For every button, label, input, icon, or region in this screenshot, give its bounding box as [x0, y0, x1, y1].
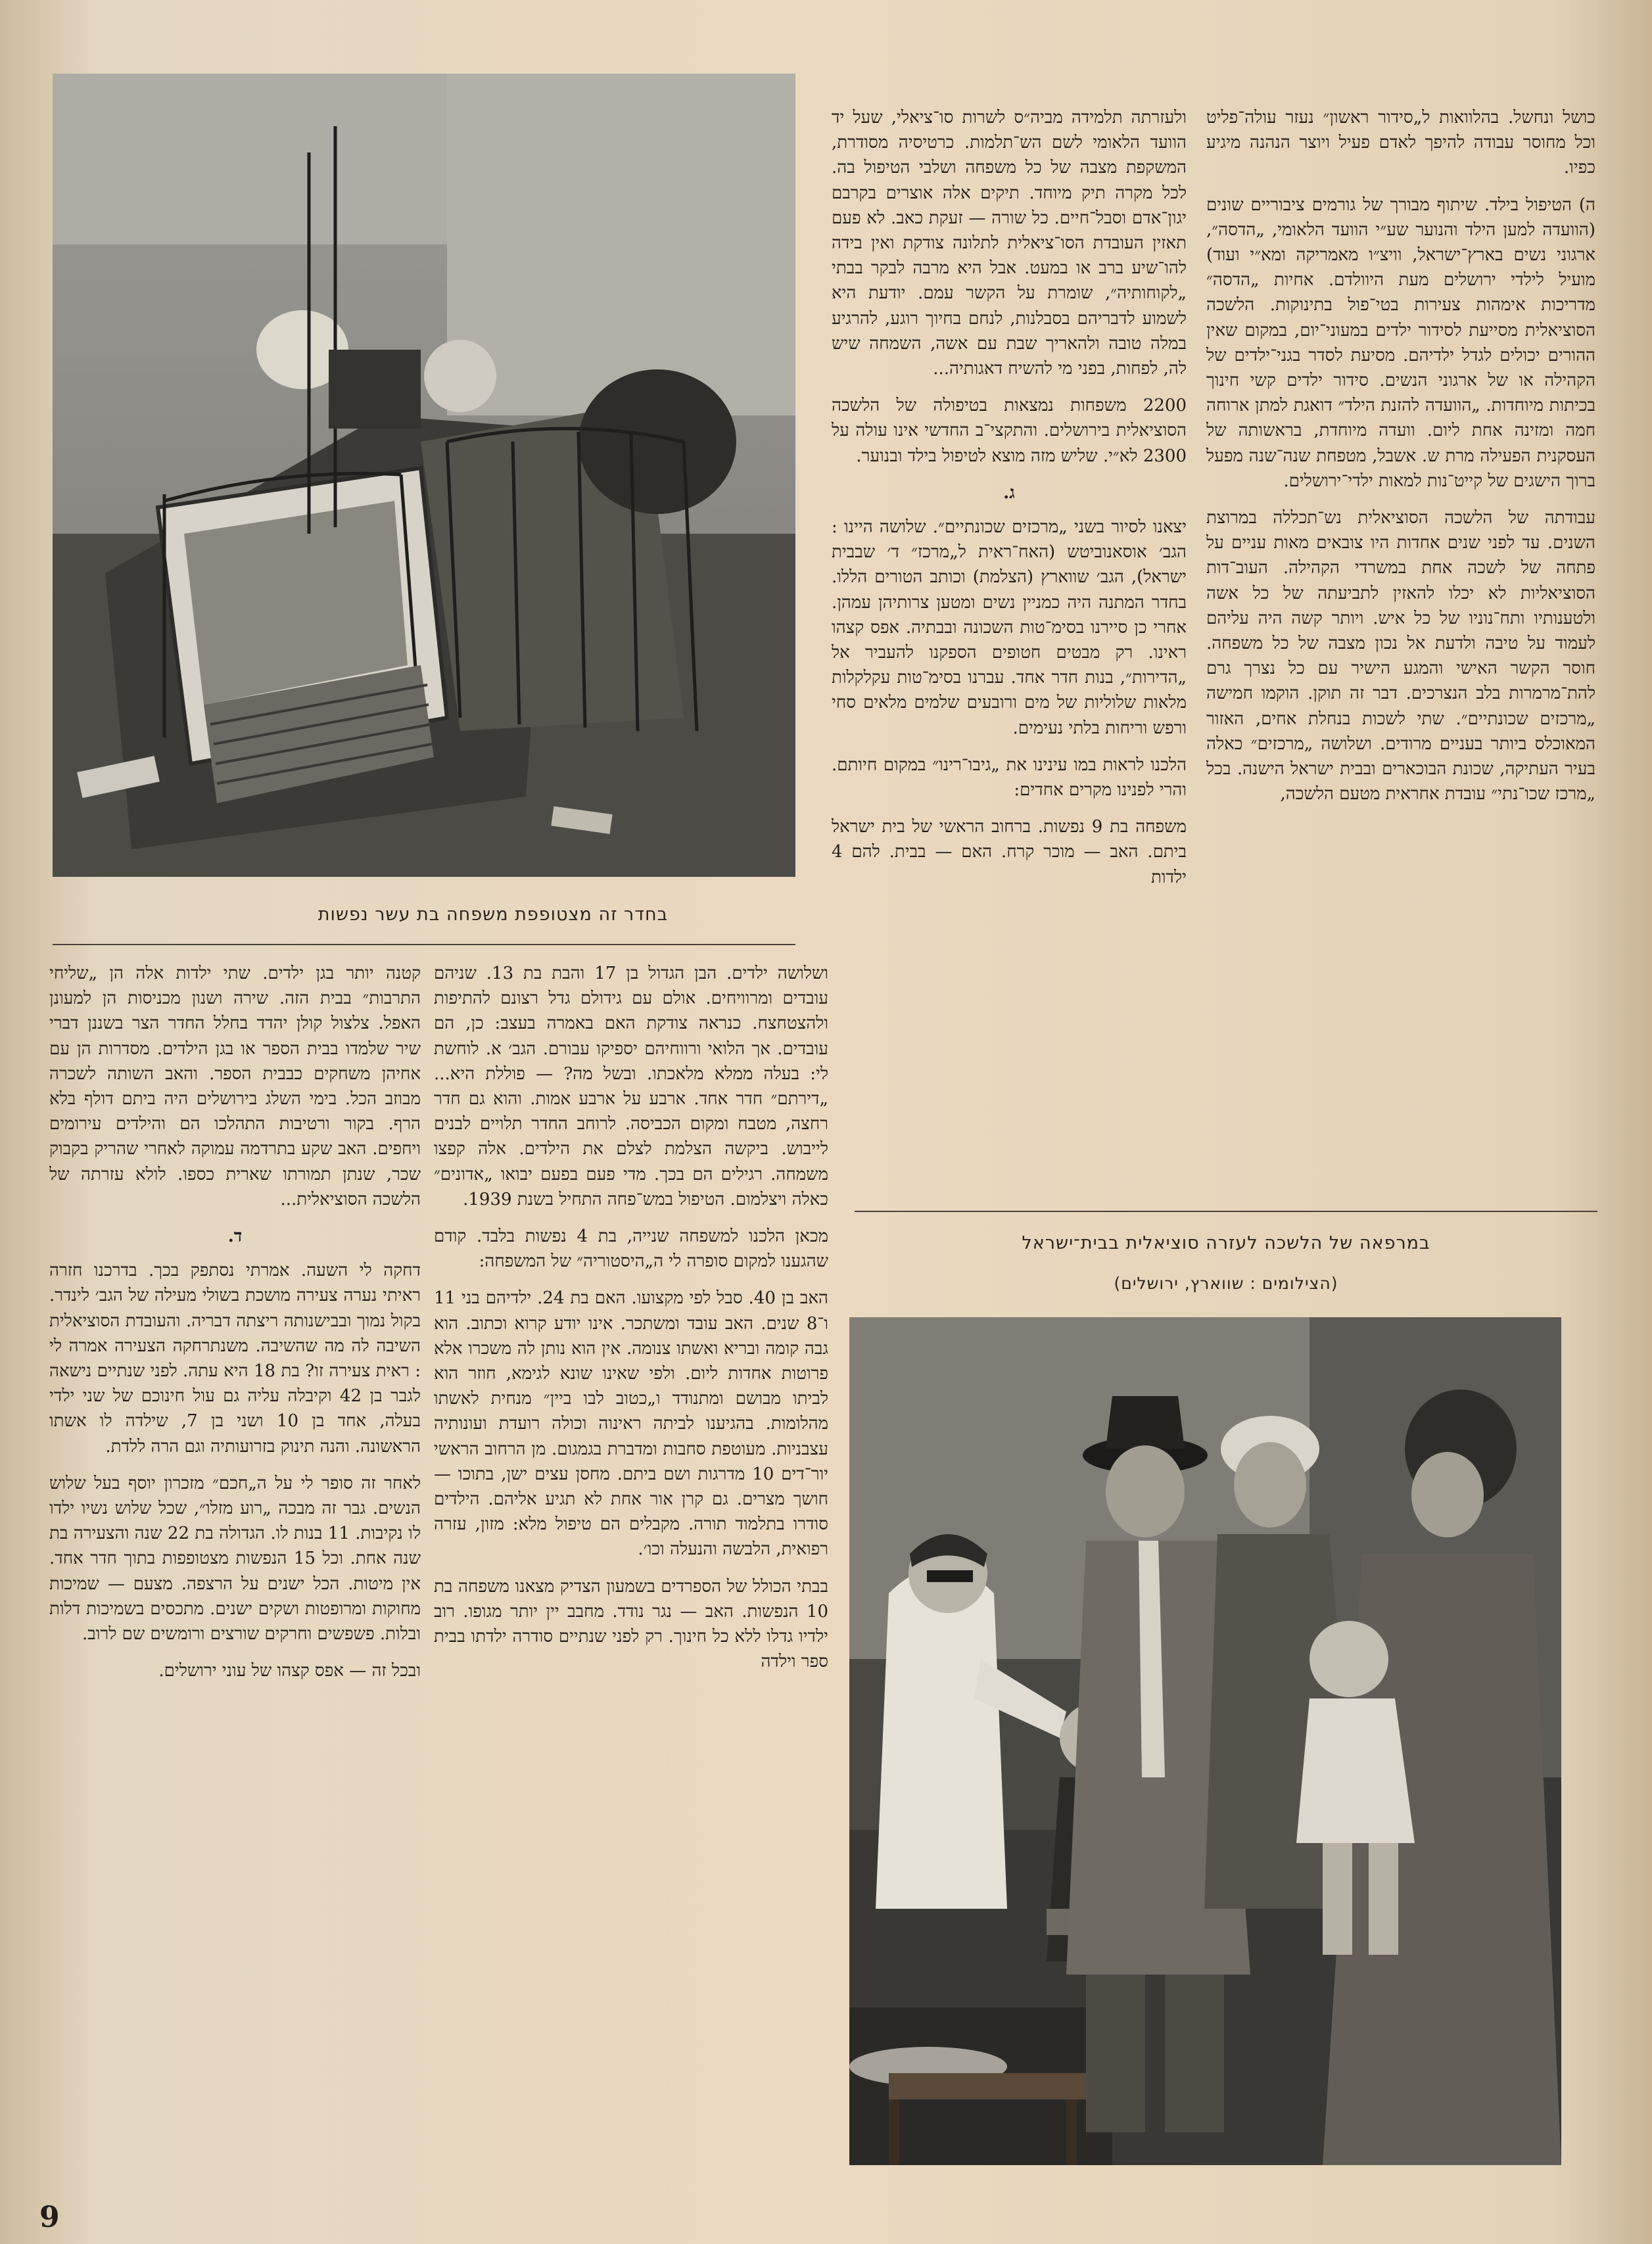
paragraph: ושלושה ילדים. הבן הגדול בן 17 והבת בת 13. שניהם עובדים ומרוויחים. אולם עם גידולם גדל רצונם להתיפות ולהצטחצח. כנראה צודקת האם באמרה בעצב: כן, הם עובדים. אך הלואי ורווחיהם יספיקו עבורם. הגב׳ א. לוחשת לי: בעלה ממלא מלאכתו. ובשל מה? — פוללת היא... „דירתם״ חדר אחד. ארבע על ארבע אמות. והוא גם חדר רחצה, מטבח ומקום הכביסה. לרוחב החדר תלויים לבנים לייבוש. ביקשה הצלמת לצלם את הילדים. אלה קפצו משמחה. רגילים הם בכך. מדי פעם בפעם יבואו „אדונים״ כאלה ויצלמום. הטיפול במש־פחה התחיל בשנת 1939.: [434, 964, 828, 1209]
section-heading: ג.: [1003, 482, 1015, 503]
photo-top-caption: בחדר זה מצטופפת משפחה בת עשר נפשות: [318, 904, 669, 925]
photo-bottom-credit: (הצילומים : שווארץ, ירושלים): [1114, 1274, 1338, 1293]
paragraph: מכאן הלכנו למשפחה שנייה, בת 4 נפשות בלבד. קודם שהגענו למקום סופרה לי ה„היסטוריה״ של המשפחה:: [434, 1227, 828, 1272]
paragraph: 2200 משפחות נמצאות בטיפולה של הלשכה הסוציאלית בירושלים. והתקצי־ב החדשי אינו עולה על 2300 לא״י. שליש מזה מוצא לטיפול בילד ובנוער.: [832, 396, 1187, 466]
photo-crowded-room: [53, 74, 795, 877]
column-bottom-left: [49, 961, 421, 2164]
paragraph: דחקה לי השעה. אמרתי נסתפק בכך. בדרכנו חזרה ראיתי נערה צעירה מושכת בשולי מעילה של הגב׳ לינדר. בקול נמוך ובבישנותה ריצתה דבריה. והעובדת הסוציאלית השיבה לה מה שהשיבה. משנתרחקה הצעירה אמרה לי : ראית צעירה זו? בת 18 היא עתה. לפני שנתיים נישאה לגבר בן 42 וקיבלה עליה גם עול חינוכם של שני ילדי בעלה, אחד בן 10 ושני בן 7, שילדה לו אשתו הראשונה. והנה תינוק בזרועותיה וגם הרה ללדת.: [49, 1261, 421, 1457]
paragraph: קטנה יותר בגן ילדים. שתי ילדות אלה הן „שליחי התרבות״ בבית הזה. שירה ושנון מכניסות הן למעונן האפל. צלצול קולן יהדד בחלל החדר הצר בשננן דברי שיר שלמדו בבית הספר או בגן הילדים. מסדרות הן עם אחיהן משחקים כבבית הספר. והאב השותה לשכרה מבוזב הכל. בימי השלג בירושלים היה ביתם דולף בלא הרף. בקור ורטיבות התהלכו הם והילדים עירומים ויחפים. האב שקע בתרדמה עמוקה לאחרי שהריק בקבוק שכר, שנתן תמורתו שארית כספו. לולא עזרתה של הלשכה הסוציאלית...: [49, 964, 421, 1209]
paragraph: יצאנו לסיור בשני „מרכזים שכונתיים״. שלושה היינו : הגב׳ אוסאנוביטש (האח־ראית ל„מרכז״ ד׳ שבבית ישראל), הגב׳ שווארץ (הצלמת) וכותב הטורים הללו. בחדר המתנה היה כמניין נשים ומטען צרותיהן עמהן. אחרי כן סיירנו בסימ־טות השכונה ובבתיה. אפס קצהו ראינו. רק מבטים חטופים הספקנו להעביר אל „הדירות״, בנות חדר אחד. עברנו בסימ־טות עקלקלות מלאות שלוליות של מים ורובעים שלמים מלאים סחי ורפש וריחות בלתי נעימים.: [832, 517, 1187, 738]
paragraph: משפחה בת 9 נפשות. ברחוב הראשי של בית ישראל ביתם. האב — מוכר קרח. האם — בבית. להם 4 ילדות: [832, 817, 1187, 887]
paragraph: ולעזרתה תלמידה מביה״ס לשרות סו־ציאלי, שעל יד הוועד הלאומי לשם הש־תלמות. כרטיסיה מסודרת, המשקפת מצבה של כל משפחה ושלבי הטיפול בה. לכל מקרה תיק מיוחד. תיקים אלה אוצרים בקרבם יגון־אדם וסבל־חיים. כל שורה — זעקת כאב. לא פעם תאזין העובדת הסו־ציאלית לתלונה צודקת ואין בידה להו־שיע ברב או במעט. אבל היא מרבה לבקר בבתי „לקוחותיה״, שומרת על הקשר עמם. יודעת היא לשמוע לדבריהם בסבלנות, לנחם בחיוך רוגע, להרגיע במלה טובה ולהאריך שבת עם אשה, השמחה שיש לה, לפחות, בפני מי להשיח דאגותיה...: [832, 108, 1187, 379]
paragraph: כושל ונחשל. בהלוואות ל„סידור ראשון״ נעזר עולה־פליט וכל מחוסר עבודה להיפך לאדם פעיל ויוצר הנהנה מיגיע כפיו.: [1206, 108, 1595, 178]
section-heading: ד.: [227, 1227, 243, 1247]
paragraph: לאחר זה סופר לי על ה„חכם״ מזכרון יוסף בעל שלוש הנשים. גבר זה מבכה „רוע מזלו״, שכל שלוש נשיו ילדו לו נקיבות. 11 בנות לו. הגדולה בת 22 שנה והצעירה בת שנה אחת. וכל 15 הנפשות מצטופפות בתוך חדר אחד. אין מיטות. הכל ישנים על הרצפה. מצעם — שמיכות מחוקות ומרופטות ושקים ישנים. מתכסים בשמיכות דלות ובלות. פשפשים וחרקים שורצים ורומשים שם לרוב.: [49, 1473, 421, 1645]
caption-rule-top: [53, 944, 795, 945]
paragraph: האב בן 40. סבל לפי מקצועו. האם בת 24. ילדיהם בני 11 ו־8 שנים. האב עובד ומשתכר. אינו יודע קרוא וכתוב. הוא גבה קומה ובריא ואשתו צנומה. אין הוא נותן לה משכרו אלא פרוטות אחדות ליום. ולפי שאינו שונא לגימא, חוזר הוא לביתו מבושם ומתנודד ו„כטוב לבו ביין״ מנחית לאשתו מהלומות. בהגיענו לביתה ראינוה וכולה רועדת ועונותיה עצבניות. מעוטפת סחבות ומדברת בגמגום. מן הרחוב הראשי יור־דים 10 מדרגות ושם ביתם. מחסן עצים ישן, בתוכו — חושך מצרים. גם קרן אור אחת לא תגיע אליהם. הילדים סודרו בתלמוד תורה. מקבלים הם טיפול מלא: מזון, עזרה רפואית, הלבשה והנעלה וכו׳.: [434, 1288, 828, 1560]
paragraph: הלכנו לראות במו עינינו את „גיבו־רינו״ במקום חיותם. והרי לפנינו מקרים אחדים:: [832, 755, 1187, 801]
crowded-room-image: [53, 74, 795, 877]
clinic-image: [849, 1317, 1561, 2165]
column-top-middle: [832, 105, 1187, 1183]
paragraph: ה) הטיפול בילד. שיתוף מבורך של גורמים ציבוריים שונים (הוועדה למען הילד והנוער שע״י הוועד הלאומי, „הדסה״, ארגוני נשים בארץ־ישראל, וויצ״ו מאמריקה ומא״י ועוד) מועיל לילדי ירושלים מעת היוולדם. אחיות „הדסה״ מדריכות אימהות צעירות בטי־פול בתינוקות. הלשכה הסוציאלית מסייעת לסידור ילדים במעוני־יום, במקום שאין ההורים יכולים לגדל ילדיהם. מסיעת לסדר בגני־ילדים של הקהילה או של ארגוני הנשים. סידור ילדים קשי חינוך בכיתות מיוחדות. „הוועדה להזנת הילד״ דואגת למתן ארוחה חמה ומזינה אחת ליום. וועדה מיוחדת, בראשותה של העסקנית הפעילה מרת ש. אשבל, מטפחת שנה־שנה מפעל ברוך הישגים של קייט־נות למאות ילדי־ירושלים.: [1206, 195, 1595, 491]
caption-rule-bottom: [855, 1211, 1597, 1212]
page-number: 9: [39, 2201, 60, 2234]
photo-clinic: [849, 1317, 1561, 2165]
photo-bottom-caption: במרפאה של הלשכה לעזרה סוציאלית בבית־ישראל: [1022, 1233, 1430, 1253]
paragraph: בבתי הכולל של הספרדים בשמעון הצדיק מצאנו משפחה בת 10 הנפשות. האב — נגר נודד. מחבב יין יותר מגופו. רוב ילדיו גדלו ללא כל חינוך. רק לפני שנתיים סודרה ילדתו בבית ספר וילדה: [434, 1576, 828, 1672]
column-bottom-right: [434, 961, 828, 2164]
paragraph: עבודתה של הלשכה הסוציאלית נש־תכללה במרוצת השנים. עד לפני שנים אחדות היו צובאים מאות עניים על פתחה של לשכה אחת במשרדי הקהילה. העוב־דות הסוציאליות לא יכלו להאזין לתביעתה של כל אשה ולטענותיו ותח־נוניו של כל איש. ויותר קשה היה עליהם לעמוד על טיבה ולדעת אל נכון מצבה של כל משפחה. חוסר הקשר האישי והמגע הישיר עם כל נצרך גרם להת־מרמרות בלב הנצרכים. דבר זה תוקן. הוקמו חמישה „מרכזים שכונתיים״. שתי לשכות בנחלת אחים, האזור המאוכלס ביותר בעניים מרודים. ושלושה „מרכזים״ כאלה בעיר העתיקה, שכונת הבוכארים ובבית ישראל הישנה. בכל „מרכז שכו־נתי״ עובדת אחראית מטעם הלשכה,: [1206, 508, 1595, 805]
column-top-right: [1206, 105, 1595, 1183]
paragraph: ובכל זה — אפס קצהו של עוני ירושלים.: [158, 1661, 421, 1681]
